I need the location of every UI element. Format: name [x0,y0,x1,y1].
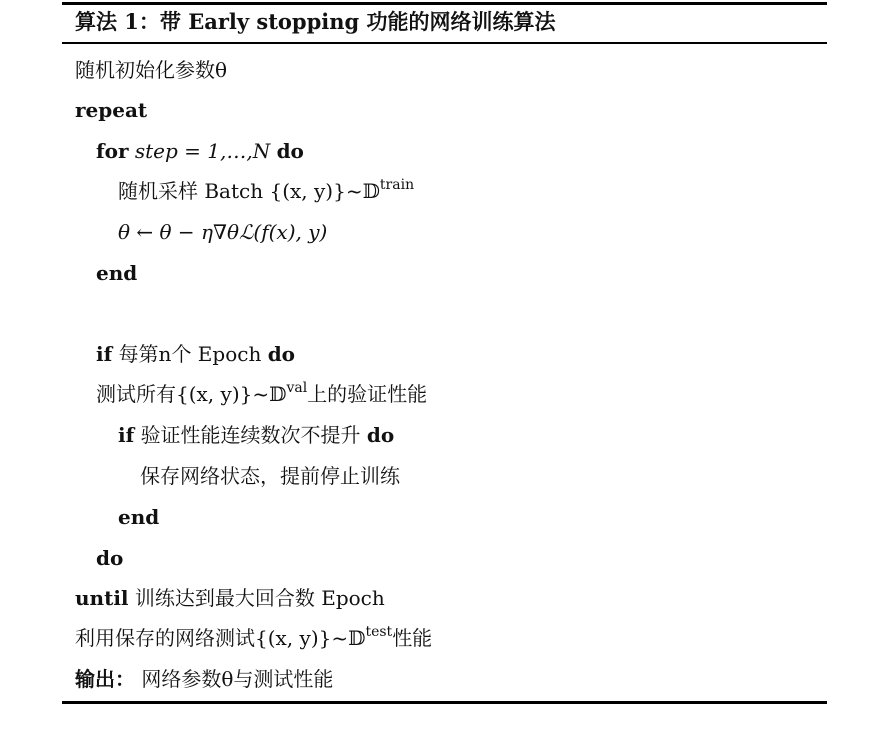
keyword-if: if [118,423,135,447]
bottom-rule [62,701,827,704]
header-rule [62,42,827,44]
output-text: 网络参数θ与测试性能 [141,667,334,691]
validate-text-suffix: 上的验证性能 [307,382,428,406]
test-text-suffix: 性能 [392,626,433,650]
validate-text-prefix: 测试所有 [96,382,176,406]
for-expression: step = 1,…,N [134,139,271,163]
keyword-do: do [267,342,296,366]
line-end-for: end [96,261,138,285]
keyword-until: until [75,586,129,610]
if-epoch-condition: 每第n个 Epoch [118,342,262,366]
line-save-stop: 保存网络状态，提前停止训练 [140,464,400,488]
keyword-do: do [366,423,395,447]
validate-set: {(x, y)}~𝔻 [176,382,287,406]
line-do: do [96,546,124,570]
keyword-if: if [96,342,113,366]
sample-text: 随机采样 Batch [118,179,264,203]
line-output [75,666,333,692]
if-no-improve-condition: 验证性能连续数次不提升 [140,423,361,447]
line-until [75,585,385,611]
until-condition: 训练达到最大回合数 Epoch [134,586,385,610]
line-update: θ ← θ − η∇θℒ(f(x), y) [118,220,328,244]
line-validate [96,381,427,410]
line-sample [118,178,414,207]
algorithm-title: 算法 1：带 Early stopping 功能的网络训练算法 [75,9,556,34]
keyword-output: 输出： [75,667,135,691]
top-rule [62,2,827,5]
line-repeat: repeat [75,98,148,122]
line-end-if: end [118,505,160,529]
sample-set: {(x, y)}~𝔻 [269,179,380,203]
keyword-for: for [96,139,129,163]
test-set: {(x, y)}~𝔻 [255,626,366,650]
line-if-epoch [96,341,295,367]
test-text-prefix: 利用保存的网络测试 [75,626,255,650]
sample-set-superscript: train [379,177,415,193]
line-init: 随机初始化参数θ [75,58,228,82]
line-for [96,138,304,164]
keyword-do: do [276,139,304,163]
line-if-no-improve [118,422,394,448]
test-set-superscript: test [365,624,393,640]
line-test [75,625,432,654]
validate-set-superscript: val [286,380,308,396]
